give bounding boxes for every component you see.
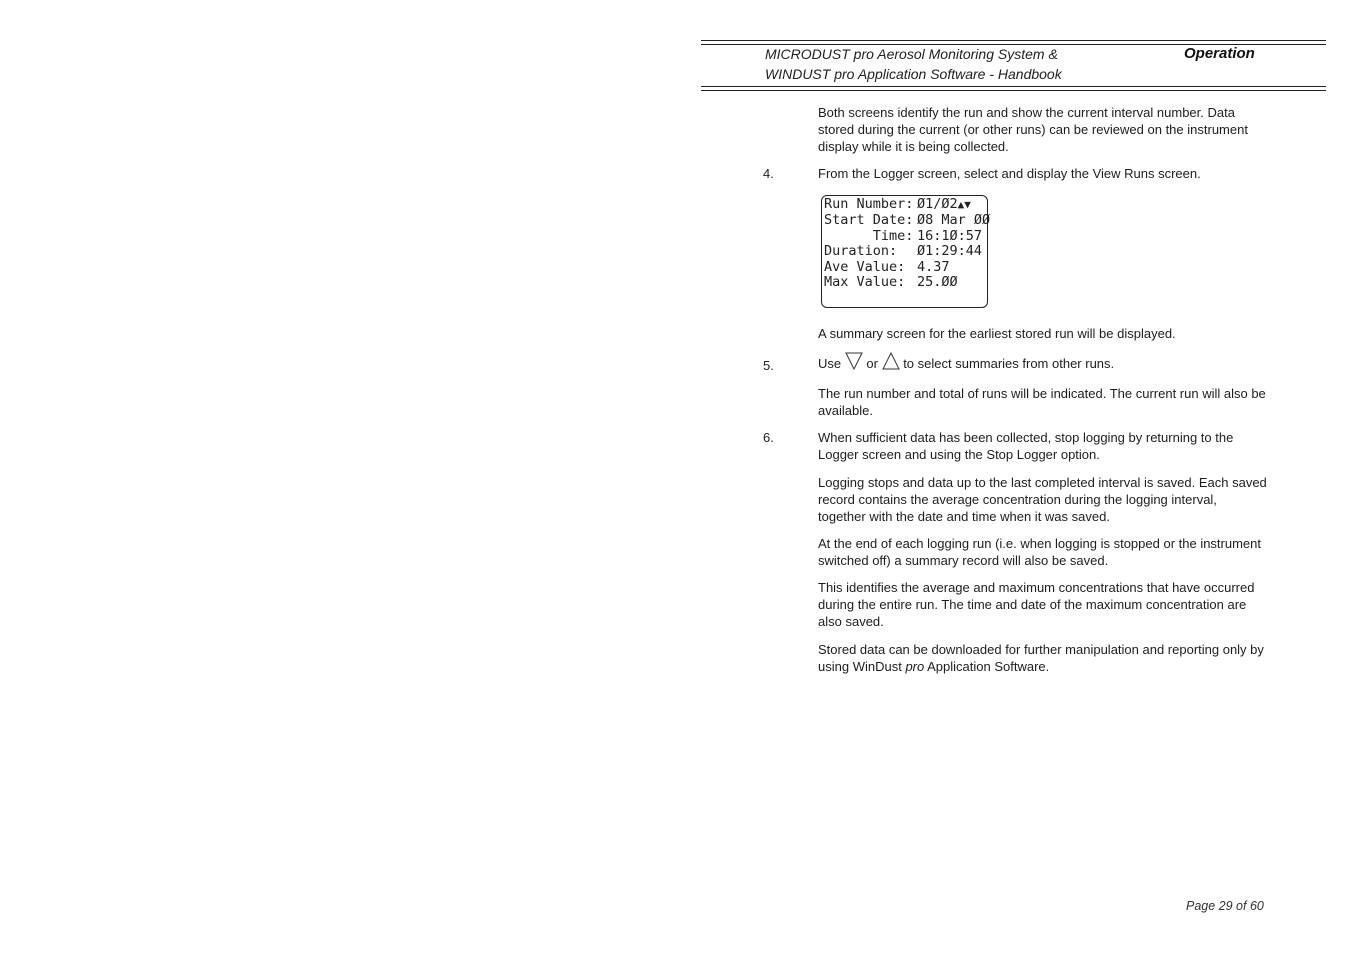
up-arrow-key-icon xyxy=(882,352,900,370)
intro-paragraph: Both screens identify the run and show the current interval number. Data stored during the current (or other runs) can be reviewed on the instrument display while it is being collected. xyxy=(818,105,1248,154)
lcd-value-run-number: Ø1/Ø2▲▼ xyxy=(917,196,971,212)
lcd-label-max-value: Max Value: xyxy=(824,274,906,290)
lcd-label-run-number: Run Number: xyxy=(824,196,914,212)
page-number: Page 29 of 60 xyxy=(1186,899,1264,913)
step-5-number: 5. xyxy=(763,358,774,373)
header-rule-top-1 xyxy=(701,40,1326,41)
document-title xyxy=(765,44,1062,84)
end-of-run-paragraph: At the end of each logging run (i.e. when logging is stopped or the instrument switched off) a summary record will also be saved. xyxy=(818,536,1262,568)
stored-data-text-b: Application Software. xyxy=(927,658,1050,674)
identifies-paragraph: This identifies the average and maximum concentrations that have occurred during the entire run. The time and date of the maximum concentration are also saved. xyxy=(818,580,1255,629)
step-5-rest: to select summaries from other runs. xyxy=(903,356,1115,371)
lcd-value-duration: Ø1:29:44 xyxy=(917,243,983,259)
lcd-value-ave-value: 4.37 xyxy=(917,259,950,275)
document-title-line1: MICRODUST pro Aerosol Monitoring System & xyxy=(765,46,1058,62)
lcd-label-duration: Duration: xyxy=(824,243,898,259)
step-4-number: 4. xyxy=(763,166,774,181)
section-title: Operation xyxy=(1184,45,1255,62)
summary-note: A summary screen for the earliest stored run will be displayed. xyxy=(818,326,1176,341)
lcd-label-start-date: Start Date: xyxy=(824,212,914,228)
step-5-text xyxy=(818,352,1268,375)
stored-data-text-a: Stored data can be downloaded for further manipulation and reporting only by using WinDust xyxy=(818,642,1264,674)
stored-data-paragraph xyxy=(818,642,1268,676)
document-title-line2: WINDUST pro Application Software - Handbook xyxy=(765,66,1062,82)
stored-data-pro: pro xyxy=(905,658,925,674)
view-runs-lcd-screen xyxy=(821,195,991,308)
lcd-label-ave-value: Ave Value: xyxy=(824,259,906,275)
header-rule-bottom-1 xyxy=(701,86,1326,87)
step-5-note: The run number and total of runs will be indicated. The current run will also be available. xyxy=(818,386,1266,418)
lcd-label-time: Time: xyxy=(824,228,914,244)
lcd-value-start-date: Ø8 Mar ØØ xyxy=(917,212,991,228)
lcd-value-max-value: 25.ØØ xyxy=(917,274,958,290)
step-5-use: Use xyxy=(818,356,842,371)
logging-stops-paragraph: Logging stops and data up to the last completed interval is saved. Each saved record contains the average concentration during the logging interval, together with the date and time when it was saved. xyxy=(818,475,1267,524)
step-4-text: From the Logger screen, select and display the View Runs screen. xyxy=(818,166,1201,181)
step-6-text: When sufficient data has been collected, stop logging by returning to the Logger screen and using the Stop Logger option. xyxy=(818,430,1234,462)
step-6-number: 6. xyxy=(763,430,774,445)
step-5-or: or xyxy=(866,356,878,371)
down-arrow-key-icon xyxy=(845,352,863,370)
lcd-value-time: 16:1Ø:57 xyxy=(917,228,983,244)
header-rule-bottom-2 xyxy=(701,90,1326,91)
lcd-up-down-arrows-icon: ▲▼ xyxy=(957,198,971,211)
